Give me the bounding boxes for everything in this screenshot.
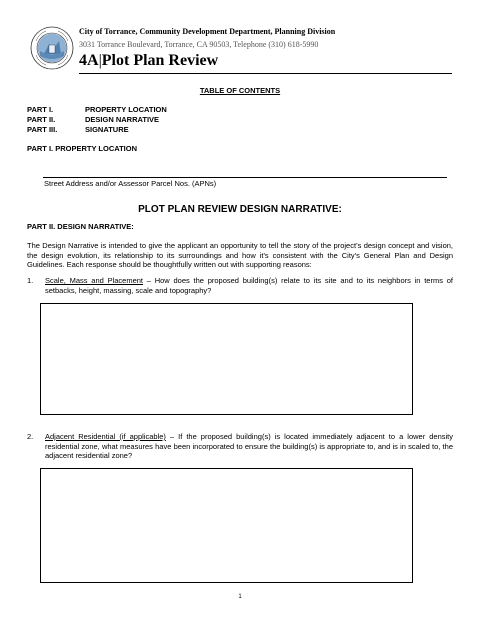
- toc-item-number: PART I.: [27, 105, 54, 114]
- toc-item: [27, 115, 159, 124]
- city-seal-icon: [30, 26, 74, 70]
- toc-item-label: SIGNATURE: [85, 125, 129, 134]
- narrative-title: PLOT PLAN REVIEW DESIGN NARRATIVE:: [138, 204, 342, 215]
- question-text: – How does the proposed building(s) relate to its site and to its neighbors in terms of setbacks, height, massing, scale and topography?: [45, 276, 453, 295]
- toc-item: [27, 125, 129, 134]
- narrative-intro: The Design Narrative is intended to give the applicant an opportunity to tell the story of the project’s design concept and vision, the design evolution, its relationship to its surroundings and how it’s consistent with the City’s General Plan and Design Guidelines. Each response should be thoughtfully written out with supporting reasons:: [27, 241, 453, 269]
- toc-item: [27, 105, 167, 114]
- title-separator: |: [98, 52, 102, 69]
- department-name: City of Torrance, Community Development Department, Planning Division: [79, 27, 336, 36]
- toc-item-label: DESIGN NARRATIVE: [85, 115, 160, 124]
- form-number: 4A: [79, 52, 99, 69]
- question-1: [27, 276, 453, 295]
- header-rule: [79, 73, 452, 74]
- department-address: 3031 Torrance Boulevard, Torrance, CA 90503, Telephone (310) 618-5990: [79, 40, 319, 49]
- answer-box-1[interactable]: [40, 303, 413, 415]
- form-title-text: Plot Plan Review: [101, 52, 219, 69]
- part1-heading: PART I. PROPERTY LOCATION: [27, 144, 138, 153]
- question-number: 1.: [27, 276, 34, 285]
- toc-item-number: PART III.: [27, 125, 58, 134]
- toc-title: TABLE OF CONTENTS: [199, 86, 281, 95]
- page-number: 1: [238, 594, 242, 600]
- question-text: – If the proposed building(s) is located immediately adjacent to a lower density residential zone, what measures have been incorporated to ensure the building(s) is appropriate to, and is in scaled to, the adjacent residential zone?: [45, 432, 453, 460]
- question-number: 2.: [27, 432, 34, 441]
- address-input-line[interactable]: [43, 177, 447, 178]
- address-field-label: Street Address and/or Assessor Parcel Nos. (APNs): [44, 179, 217, 188]
- question-2: [27, 432, 453, 461]
- toc-item-label: PROPERTY LOCATION: [85, 105, 167, 114]
- toc-item-number: PART II.: [27, 115, 56, 124]
- answer-box-2[interactable]: [40, 468, 413, 583]
- form-title: [79, 52, 218, 70]
- part2-heading: PART II. DESIGN NARRATIVE:: [27, 222, 134, 231]
- question-heading: Scale, Mass and Placement: [45, 276, 144, 285]
- question-heading: Adjacent Residential (if applicable): [45, 432, 166, 441]
